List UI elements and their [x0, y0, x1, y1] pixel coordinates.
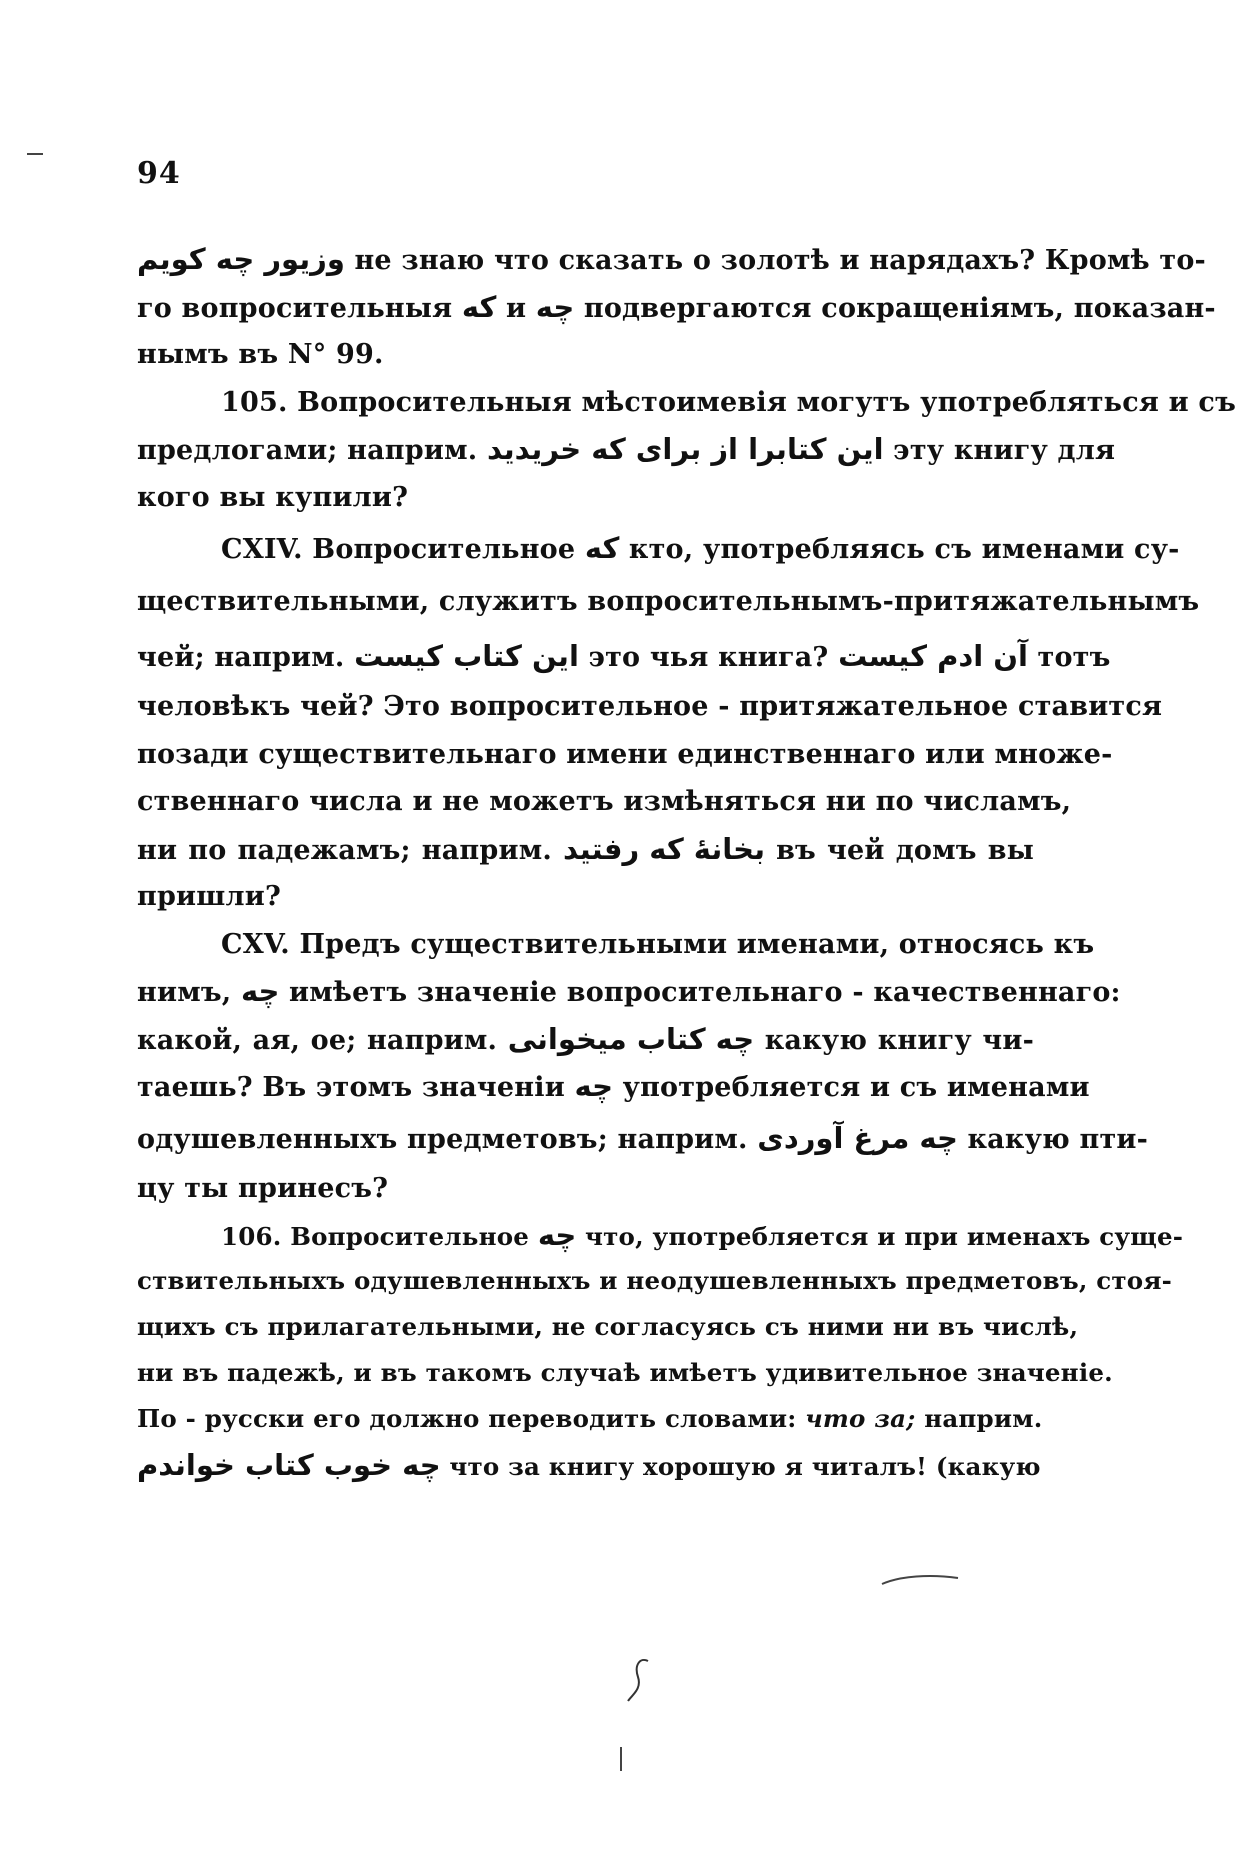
text-line: [137, 1165, 1034, 1213]
text-run: что за книгу хорошую я читалъ! (какую: [440, 1452, 1041, 1481]
text-run: не знаю что сказать о золотѣ и нарядахъ? Кромѣ то-: [344, 245, 1206, 276]
text-run: кто, употребляясь съ именами су-: [619, 534, 1180, 565]
text-run: наприм.: [915, 1404, 1043, 1433]
persian-phrase: چه خوب کتاب خواندم: [137, 1448, 441, 1482]
text-run: это чья книга?: [578, 642, 839, 673]
text-run: чей; наприм.: [137, 642, 355, 673]
text-run: ственнаго числа и не можетъ измѣняться ни по числамъ,: [137, 786, 1072, 817]
persian-word: چه: [240, 974, 280, 1008]
text-run: щихъ съ прилагательными, не согласуясь съ ними ни въ числѣ,: [137, 1312, 1079, 1341]
persian-phrase: چه کتاب میخوانی: [507, 1021, 755, 1056]
text-run: что, употребляется и при именахъ суще-: [576, 1222, 1184, 1251]
persian-word: که: [584, 531, 620, 565]
text-line: [137, 426, 1116, 474]
text-run: ствительныхъ одушевленныхъ и неодушевленныхъ предметовъ, стоя-: [137, 1266, 1172, 1295]
text-line: [137, 778, 1072, 826]
persian-phrase: چه مرغ آوردی: [757, 1120, 958, 1155]
text-run: тотъ: [1027, 642, 1111, 673]
persian-phrase: آن ادم کیست: [838, 639, 1028, 673]
scan-mark-squiggle: [620, 1655, 660, 1705]
text-run: таешь? Въ этомъ значеніи: [137, 1072, 575, 1103]
text-line: [137, 731, 1113, 779]
text-line: [137, 873, 1034, 921]
text-run: эту книгу для: [883, 435, 1116, 466]
text-run: какую книгу чи-: [754, 1024, 1034, 1056]
text-line: [137, 1111, 1149, 1165]
text-run: кого вы купили?: [137, 481, 409, 513]
text-line: [137, 1063, 1090, 1111]
text-run: 106. Вопросительное: [221, 1222, 538, 1251]
text-run: въ чей домъ вы: [764, 834, 1034, 866]
text-line: [137, 474, 1034, 522]
scan-mark-underline: [880, 1570, 960, 1590]
text-line: [137, 1258, 1172, 1304]
text-run: какую пти-: [957, 1123, 1149, 1155]
persian-word: چه: [535, 289, 575, 324]
section-cxiv-heading-line: [137, 521, 1180, 575]
text-line: [137, 236, 1206, 284]
text-run: какой, ая, ое; наприм.: [137, 1024, 508, 1056]
persian-phrase: این کتابرا از برای که خریدید: [486, 432, 884, 466]
text-run: ществительными, служитъ вопросительнымъ-притяжательнымъ: [137, 586, 1200, 617]
text-run: употребляется и съ именами: [613, 1072, 1090, 1103]
persian-word: چه: [537, 1218, 577, 1252]
text-run: пришли?: [137, 881, 281, 912]
text-run: подвергаются сокращеніямъ, показан-: [574, 292, 1216, 324]
text-run: и: [496, 292, 536, 324]
text-run: CXV. Предъ существительными именами, относясь къ: [221, 928, 1095, 960]
text-line: [137, 1396, 1043, 1442]
page-number: 94: [137, 156, 181, 191]
text-run: имѣетъ значеніе вопросительнаго - качественнаго:: [279, 977, 1121, 1008]
text-run: позади существительнаго имени единственнаго или множе-: [137, 738, 1113, 770]
text-run: цу ты принесъ?: [137, 1172, 389, 1204]
text-line: [137, 1016, 1034, 1064]
text-line: [137, 1442, 1041, 1488]
persian-word: که: [461, 289, 497, 324]
text-line: [137, 284, 1216, 332]
persian-phrase: بخانهٔ که رفتید: [563, 831, 765, 866]
scan-mark-tick: [617, 1745, 625, 1773]
text-run: одушевленныхъ предметовъ; наприм.: [137, 1123, 758, 1155]
section-cxv-heading-line: [137, 921, 1095, 969]
section-105-heading-line: [137, 379, 1236, 427]
text-line: [137, 968, 1121, 1016]
text-line: [137, 1350, 1113, 1396]
text-line: [137, 826, 1034, 874]
text-run: ни въ падежѣ, и въ такомъ случаѣ имѣетъ удивительное значеніе.: [137, 1358, 1113, 1387]
text-line: [137, 331, 1034, 379]
text-run: человѣкъ чей? Это вопросительное - притяжательное ставится: [137, 691, 1163, 722]
section-106-heading-line: [137, 1212, 1184, 1258]
text-run: По - русски его должно переводить словами:: [137, 1404, 806, 1433]
persian-phrase: این کتاب کیست: [354, 639, 579, 673]
body-text: [137, 236, 1236, 1488]
text-run: 105. Вопросительныя мѣстоимевія могутъ употребляться и съ: [221, 386, 1236, 418]
persian-phrase: وزیور چه کویم: [137, 242, 345, 276]
text-line: [137, 683, 1163, 731]
text-line: [137, 1304, 1079, 1350]
text-run: предлогами; наприм.: [137, 435, 487, 466]
persian-word: چه: [574, 1069, 614, 1103]
scan-mark-dash: [25, 150, 45, 158]
text-run: CXIV. Вопросительное: [221, 534, 585, 565]
text-line: [137, 575, 1200, 629]
text-run: го вопросительныя: [137, 292, 462, 324]
text-run: нымъ въ N° 99.: [137, 339, 384, 370]
text-run: нимъ,: [137, 977, 241, 1008]
text-run: ни по падежамъ; наприм.: [137, 834, 564, 866]
italic-phrase: что за;: [805, 1404, 916, 1433]
text-line: [137, 629, 1111, 683]
